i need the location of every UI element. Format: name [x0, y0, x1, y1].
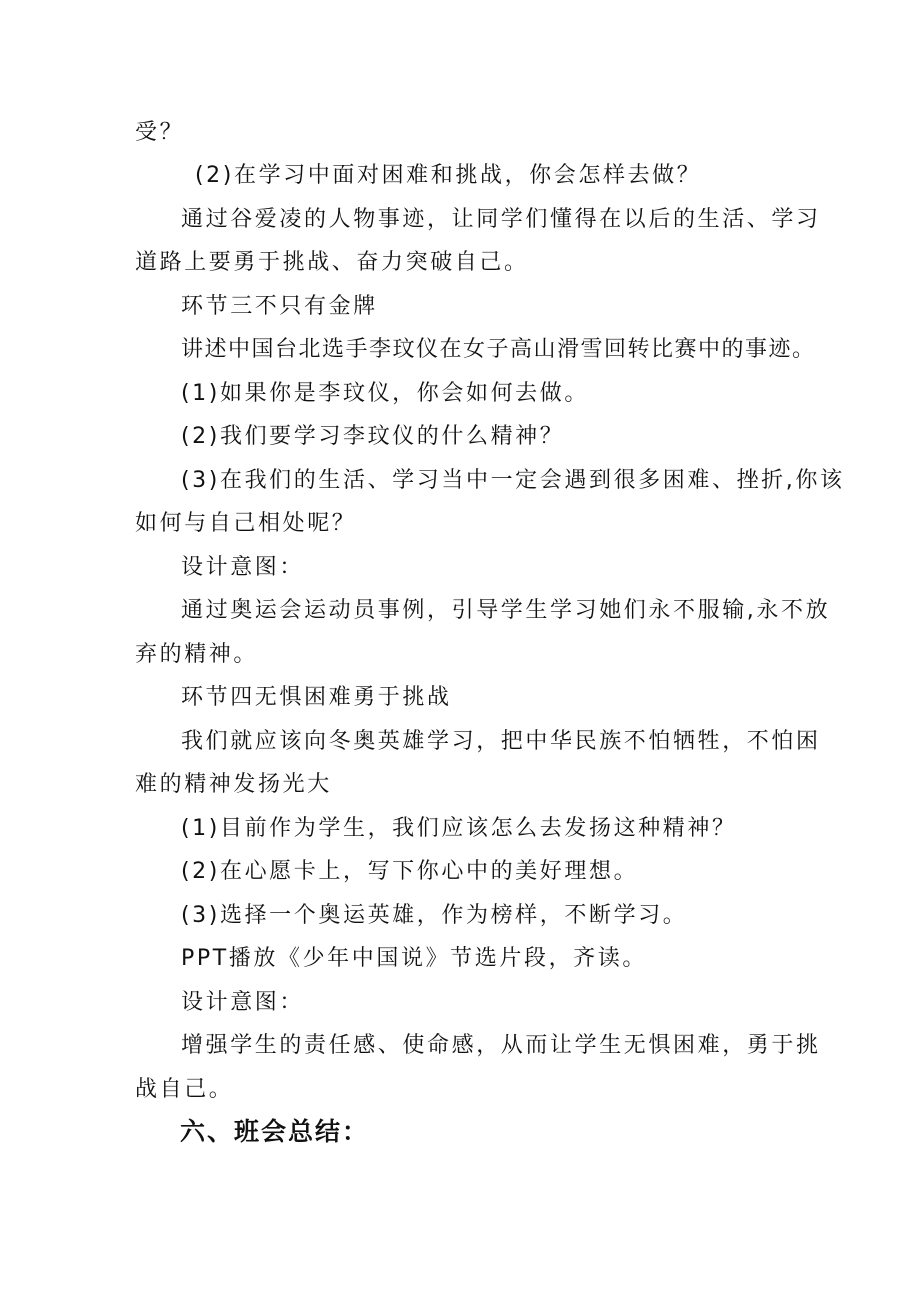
text-line-13: 弃的精神。: [135, 642, 259, 667]
section-title-3: 环节三不只有金牌: [181, 294, 378, 319]
text-line-10: 如何与自己相处呢？: [135, 511, 357, 536]
text-line-23: 战自己。: [135, 1077, 234, 1102]
item-2: (2)在心愿卡上，写下你心中的美好理想。: [181, 859, 639, 884]
text-line-16: 难的精神发扬光大: [135, 772, 332, 797]
question-1: (1)如果你是李玟仪，你会如何去做。: [181, 381, 589, 406]
text-line-2: (2)在学习中面对困难和挑战，你会怎样去做？: [195, 163, 702, 188]
text-line-22: 增强学生的责任感、使命感，从而让学生无惧困难，勇于挑: [181, 1033, 821, 1058]
question-3: (3)在我们的生活、学习当中一定会遇到很多困难、挫折,你该: [181, 468, 845, 493]
section-title-4: 环节四无惧困难勇于挑战: [181, 685, 452, 710]
question-2: (2)我们要学习李玟仪的什么精神？: [181, 424, 565, 449]
text-line-3: 通过谷爱凌的人物事迹，让同学们懂得在以后的生活、学习: [181, 207, 821, 232]
section-heading: 六、班会总结：: [180, 1117, 370, 1146]
text-line-12: 通过奥运会运动员事例，引导学生学习她们永不服输,永不放: [181, 598, 831, 623]
text-line-15: 我们就应该向冬奥英雄学习，把中华民族不怕牺牲，不怕困: [181, 729, 821, 754]
text-line-4: 道路上要勇于挑战、奋力突破自己。: [135, 250, 529, 275]
design-intent-label-2: 设计意图：: [181, 990, 305, 1015]
text-line-20: PPT播放《少年中国说》节选片段，齐读。: [181, 946, 647, 971]
text-line-1: 受？: [135, 120, 185, 145]
text-line-6: 讲述中国台北选手李玟仪在女子高山滑雪回转比赛中的事迹。: [181, 337, 816, 362]
item-3: (3)选择一个奥运英雄，作为榜样，不断学习。: [181, 903, 688, 928]
design-intent-label-1: 设计意图：: [181, 555, 305, 580]
item-1: (1)目前作为学生，我们应该怎么去发扬这种精神？: [181, 816, 737, 841]
